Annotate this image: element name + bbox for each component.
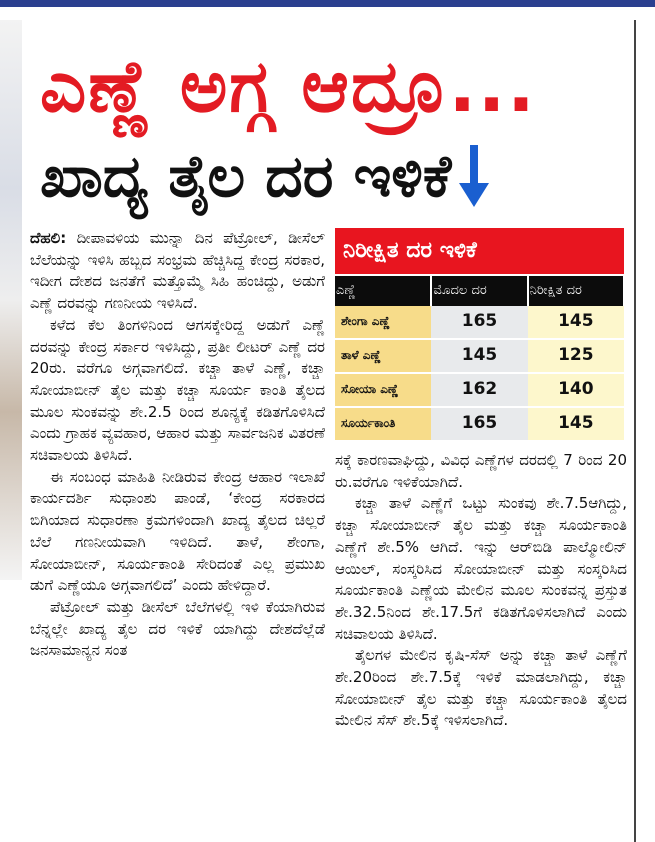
oil-name: ಸೋಯಾ ಎಣ್ಣೆ <box>335 373 431 407</box>
table-row <box>335 306 624 339</box>
previous-price: 145 <box>431 339 527 373</box>
down-arrow-icon <box>459 145 489 207</box>
expected-price: 125 <box>528 339 624 373</box>
previous-price: 162 <box>431 373 527 407</box>
oil-name: ತಾಳೆ ಎಣ್ಣೆ <box>335 339 431 373</box>
article-paragraph: ಈ ಸಂಬಂಧ ಮಾಹಿತಿ ನೀಡಿರುವ ಕೇಂದ್ರ ಆಹಾರ ಇಲಾಖೆ ಕಾರ್ಯದರ್ಶಿ ಸುಧಾಂಶು ಪಾಂಡೆ, ‘ಕೇಂದ್ರ ಸರಕಾರದ ಬಿಗಿಯಾದ ಸುಧಾರಣಾ ಕ್ರಮಗಳಿಂದಾಗಿ ಖಾದ್ಯ ತೈಲದ ಚಿಲ್ಲರೆ ಬೆಲೆ ಗಣನೀಯವಾಗಿ ಇಳಿದಿದೆ. ತಾಳೆ, ಶೇಂಗಾ, ಸೋಯಾಬೀನ್, ಸೂರ್ಯಕಾಂತಿ ಸೇರಿದಂತೆ ಎಲ್ಲ ಪ್ರಮುಖ ಡುಗೆ ಎಣ್ಣೆಯೂ ಅಗ್ಗವಾಗಲಿದೆ’ ಎಂದು ಹೇಳಿದ್ದಾರೆ. <box>30 467 325 595</box>
subheadline: ಖಾದ್ಯ ತೈಲ ದರ ಇಳಿಕೆ <box>40 142 452 210</box>
article-paragraph: ಪೆಟ್ರೋಲ್ ಮತ್ತು ಡೀಸೆಲ್ ಬೆಲೆಗಳಲ್ಲಿ ಇಳಿ ಕೆಯಾಗಿರುವ ಬೆನ್ನಲ್ಲೇ ಖಾದ್ಯ ತೈಲ ದರ ಇಳಿಕೆ ಯಾಗಿದ್ದು ದೇಶದೆಲ್ಲೆಡೆ ಜನಸಾಮಾನ್ಯನ ಸಂತ <box>30 597 325 660</box>
oil-name: ಶೇಂಗಾ ಎಣ್ಣೆ <box>335 306 431 339</box>
header-oil: ಎಣ್ಣೆ <box>335 275 431 306</box>
table-row <box>335 407 624 441</box>
article-columns <box>30 228 628 732</box>
price-table <box>335 228 625 442</box>
headline: ಎಣ್ಣೆ ಅಗ್ಗ ಆದ್ರೂ... <box>40 44 537 128</box>
article-left-column <box>30 228 325 662</box>
article-right-column <box>335 228 627 732</box>
dateline: ದೆಹಲಿ: <box>30 229 67 247</box>
expected-price: 145 <box>528 407 624 441</box>
oil-name: ಸೂರ್ಯಕಾಂತಿ <box>335 407 431 441</box>
expected-price: 145 <box>528 306 624 339</box>
header-previous-price: ಮೊದಲ ದರ <box>431 275 527 306</box>
table-title: ನಿರೀಕ್ಷಿತ ದರ ಇಳಿಕೆ <box>335 228 624 275</box>
header-expected-price: ನಿರೀಕ್ಷಿತ ದರ <box>528 275 624 306</box>
subheadline-row <box>30 138 628 214</box>
article-paragraph: ಕಳೆದ ಕೆಲ ತಿಂಗಳಿನಿಂದ ಆಗಸಕ್ಕೇರಿದ್ದ ಅಡುಗೆ ಎಣ್ಣೆ ದರವನ್ನು ಕೇಂದ್ರ ಸರ್ಕಾರ ಇಳಿಸಿದ್ದು, ಪ್ರತೀ ಲೀಟರ್ ಎಣ್ಣೆ ದರ 20ರು. ವರೆಗೂ ಅಗ್ಗವಾಗಲಿದೆ. ಕಚ್ಚಾ ತಾಳೆ ಎಣ್ಣೆ, ಕಚ್ಚಾ ಸೋಯಾಬೀನ್ ತೈಲ ಮತ್ತು ಕಚ್ಚಾ ಸೂರ್ಯ ಕಾಂತಿ ತೈಲದ ಮೂಲ ಸುಂಕವನ್ನು ಶೇ.2.5 ರಿಂದ ಶೂನ್ಯಕ್ಕೆ ಕಡಿತಗೊಳಿಸಿದೆ ಎಂದು ಗ್ರಾಹಕ ವ್ಯವಹಾರ, ಆಹಾರ ಮತ್ತು ಸಾರ್ವಜನಿಕ ವಿತರಣೆ ಸಚಿವಾಲಯ ತಿಳಿಸಿದೆ. <box>30 315 325 465</box>
article-paragraph: ಸಕ್ಕೆ ಕಾರಣವಾಘಿದ್ದು, ವಿವಿಧ ಎಣ್ಣೆಗಳ ದರದಲ್ಲಿ 7 ರಿಂದ 20 ರು.ವರೆಗೂ ಇಳಿಕೆಯಾಗಿದೆ. <box>335 451 627 491</box>
expected-price: 140 <box>528 373 624 407</box>
table-row <box>335 339 624 373</box>
article-paragraph <box>30 228 325 315</box>
previous-price: 165 <box>431 407 527 441</box>
article-paragraph: ಕಚ್ಚಾ ತಾಳೆ ಎಣ್ಣೆಗೆ ಒಟ್ಟು ಸುಂಕವು ಶೇ.7.5ಆಗಿದ್ದು, ಕಚ್ಚಾ ಸೋಯಾಬೀನ್ ತೈಲ ಮತ್ತು ಕಚ್ಚಾ ಸೂರ್ಯಕಾಂತಿ ಎಣ್ಣೆಗೆ ಶೇ.5% ಆಗಿದೆ. ಇನ್ನು ಆರ್‌ಬಿಡಿ ಪಾಲ್ಮೋಲಿನ್ ಆಯಿಲ್, ಸಂಸ್ಕರಿಸಿದ ಸೋಯಾಬೀನ್ ಮತ್ತು ಸಂಸ್ಕರಿಸಿದ ಸೂರ್ಯಕಾಂತಿ ಎಣ್ಣೆಯ ಮೇಲಿನ ಮೂಲ ಸುಂಕವನ್ನ ಪ್ರಸ್ತುತ ಶೇ.32.5ನಿಂದ ಶೇ.17.5ಗೆ ಕಡಿತಗೊಳಿಸಲಾಗಿದೆ ಎಂದು ಸಚಿವಾಲಯ ತಿಳಿಸಿದೆ. <box>335 494 627 643</box>
paragraph-text: ದೀಪಾವಳಿಯ ಮುನ್ನಾ ದಿನ ಪೆಟ್ರೋಲ್, ಡೀಸೆಲ್ ಬೆಲೆಯನ್ನು ಇಳಿಸಿ ಹಬ್ಬದ ಸಂಭ್ರಮ ಹೆಚ್ಚಿಸಿದ್ದ ಕೇಂದ್ರ ಸರಕಾರ, ಇದೀಗ ದೇಶದ ಜನತೆಗೆ ಮತ್ತೊಮ್ಮೆ ಸಿಹಿ ಹಂಚಿದ್ದು, ಅಡುಗೆ ಎಣ್ಣೆ ದರವನ್ನು ಗಣನೀಯ ಇಳಿಸಿದೆ. <box>30 229 325 313</box>
previous-price: 165 <box>431 306 527 339</box>
column-rule <box>634 20 636 842</box>
article-paragraph: ತೈಲಗಳ ಮೇಲಿನ ಕೃಷಿ-ಸೆಸ್ ಅನ್ನು ಕಚ್ಚಾ ತಾಳೆ ಎಣ್ಣೆಗೆ ಶೇ.20ರಿಂದ ಶೇ.7.5ಕ್ಕೆ ಇಳಿಕೆ ಮಾಡಲಾಗಿದ್ದು, ಕಚ್ಚಾ ಸೋಯಾಬೀನ್ ತೈಲ ಮತ್ತು ಕಚ್ಚಾ ಸೂರ್ಯಕಾಂತಿ ತೈಲದ ಮೇಲಿನ ಸೆಸ್ ಶೇ.5ಕ್ಕೆ ಇಳಿಸಲಾಗಿದೆ. <box>335 646 627 730</box>
table-row <box>335 373 624 407</box>
